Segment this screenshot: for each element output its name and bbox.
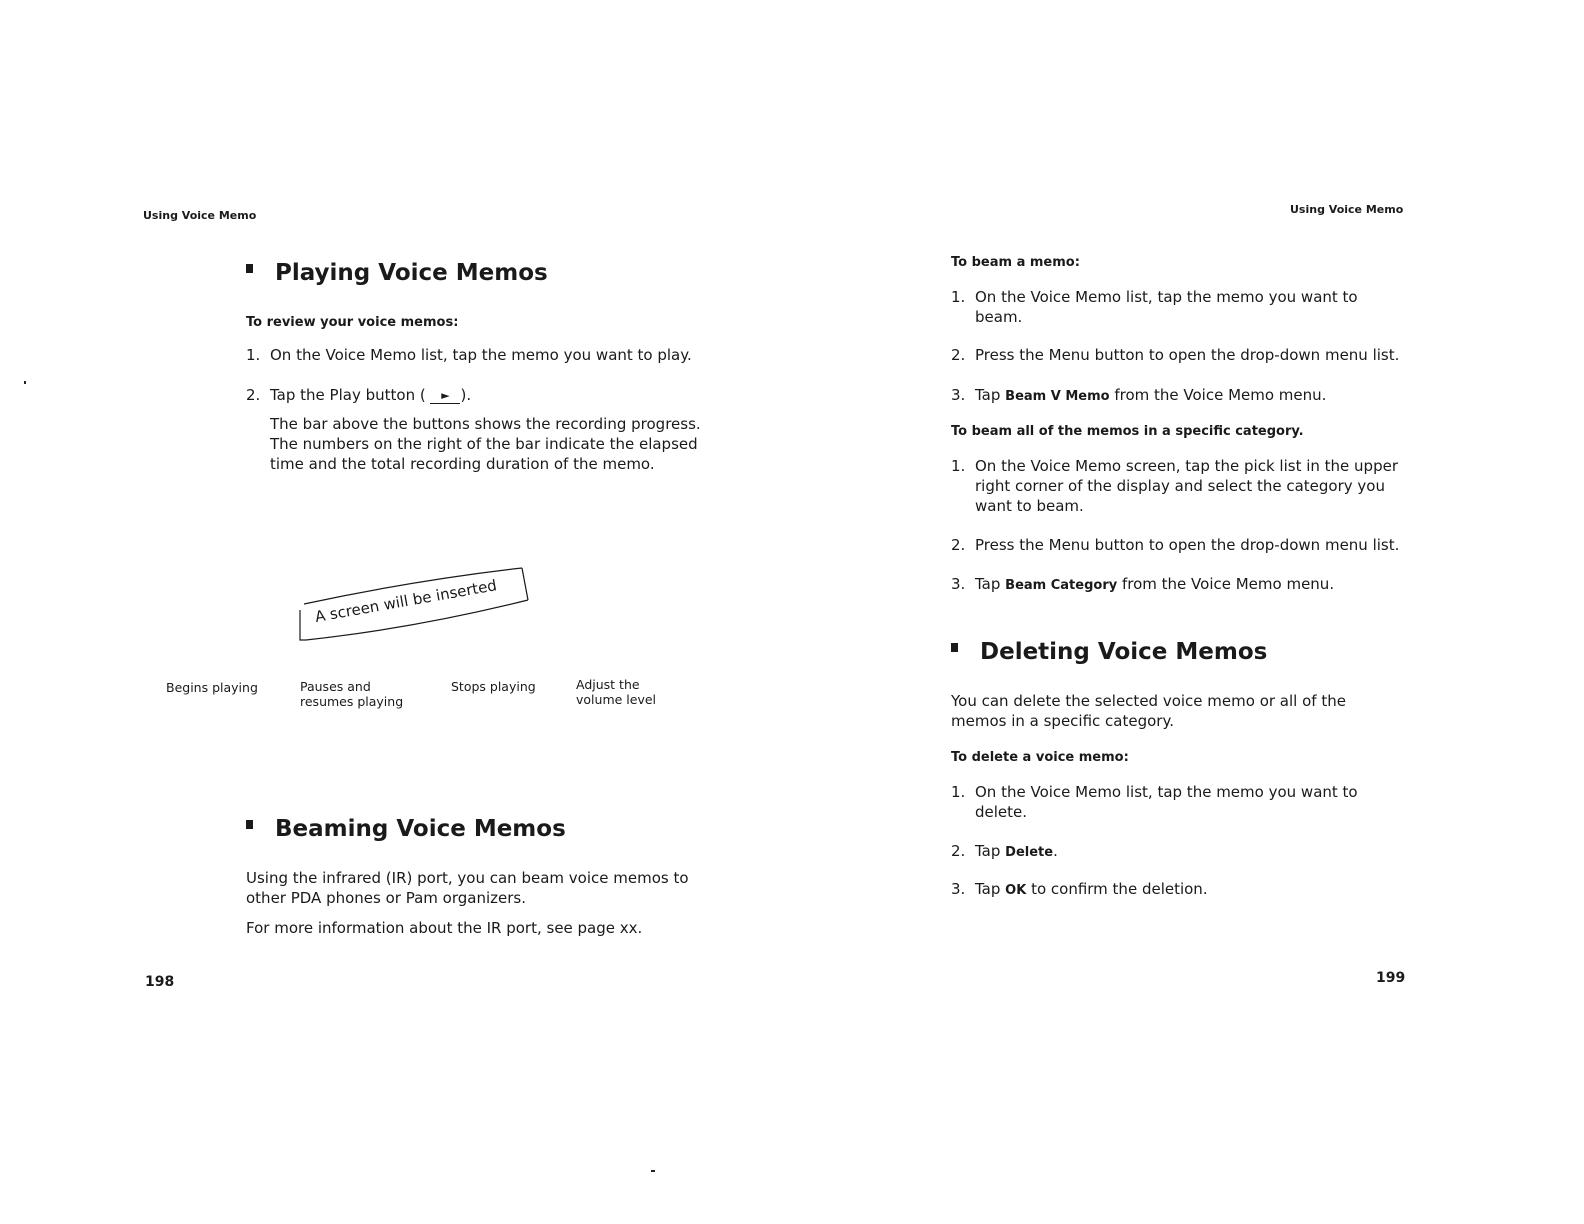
screen-placeholder — [296, 566, 532, 644]
playing-subhead: To review your voice memos: — [246, 315, 459, 330]
step-number: 3. — [951, 386, 966, 404]
playing-step-2 — [246, 385, 716, 405]
step-number: 3. — [951, 575, 966, 593]
beam-category-subhead: To beam all of the memos in a specific category. — [951, 424, 1304, 439]
beaming-para-1: Using the infrared (IR) port, you can beam voice memos to other PDA phones or Pam organizers. — [246, 869, 689, 907]
callout-begins-playing: Begins playing — [166, 680, 258, 695]
step-text-before: Tap — [975, 386, 1006, 404]
step-text: On the Voice Memo list, tap the memo you want to beam. — [975, 288, 1358, 326]
callout-pauses-resumes: Pauses and resumes playing — [300, 679, 404, 709]
placeholder-frame — [296, 566, 532, 644]
delete-step-1 — [951, 782, 1381, 822]
right-running-head: Using Voice Memo — [1290, 203, 1404, 216]
step-number: 2. — [246, 386, 261, 404]
delete-memo-subhead: To delete a voice memo: — [951, 750, 1129, 765]
left-running-head: Using Voice Memo — [143, 209, 257, 222]
playing-note: The bar above the buttons shows the recording progress. The numbers on the right of the bar indicate the elapsed time and the total recording duration of the memo. — [270, 415, 701, 473]
callout-adjust-volume: Adjust the volume level — [576, 677, 657, 707]
step-text — [975, 574, 1421, 596]
beam-category-step-1 — [951, 456, 1411, 516]
beaming-heading — [246, 816, 566, 842]
step-text-after: from the Voice Memo menu. — [1109, 386, 1327, 404]
left-page-number: 198 — [145, 974, 175, 990]
step-text-before: Tap — [975, 880, 1006, 898]
playing-step-1 — [246, 345, 716, 365]
step-text — [975, 841, 1421, 863]
scan-speck — [24, 381, 26, 384]
step-number: 1. — [951, 783, 966, 801]
heading-bullet-icon — [246, 820, 253, 829]
step-text: Press the Menu button to open the drop-down menu list. — [975, 536, 1400, 554]
step-text-after: ). — [460, 386, 472, 404]
callout-stops-playing: Stops playing — [451, 679, 536, 694]
step-text — [975, 385, 1421, 407]
beam-memo-step-3 — [951, 385, 1421, 407]
step-text: On the Voice Memo list, tap the memo you want to delete. — [975, 783, 1358, 821]
step-number: 3. — [951, 880, 966, 898]
playing-heading-text: Playing Voice Memos — [275, 260, 548, 286]
menu-command-beam-category: Beam Category — [1005, 578, 1118, 593]
beam-category-step-3 — [951, 574, 1421, 596]
step-number: 2. — [951, 842, 966, 860]
play-icon: ► — [430, 389, 460, 404]
delete-step-2 — [951, 841, 1421, 863]
step-text — [975, 879, 1421, 901]
menu-command-beam-v-memo: Beam V Memo — [1005, 389, 1110, 404]
beaming-heading-text: Beaming Voice Memos — [275, 816, 566, 842]
menu-command-delete: Delete — [1005, 845, 1054, 860]
step-text-after: from the Voice Memo menu. — [1117, 575, 1335, 593]
delete-step-3 — [951, 879, 1421, 901]
placeholder-text: A screen will be inserted — [313, 576, 499, 626]
deleting-heading-text: Deleting Voice Memos — [980, 639, 1268, 665]
beam-category-step-2 — [951, 535, 1421, 555]
step-text-before: Tap — [975, 842, 1006, 860]
step-text-after: to confirm the deletion. — [1026, 880, 1208, 898]
right-page-number: 199 — [1376, 970, 1406, 986]
button-ok: OK — [1005, 883, 1027, 898]
heading-bullet-icon — [951, 643, 958, 652]
step-number: 2. — [951, 536, 966, 554]
beam-memo-step-2 — [951, 345, 1421, 365]
step-text: On the Voice Memo list, tap the memo you want to play. — [270, 346, 692, 364]
step-number: 2. — [951, 346, 966, 364]
playing-heading — [246, 260, 548, 286]
step-text-before: Tap — [975, 575, 1006, 593]
step-text-before: Tap the Play button ( — [270, 386, 426, 404]
step-text: Press the Menu button to open the drop-down menu list. — [975, 346, 1400, 364]
deleting-heading — [951, 639, 1267, 665]
step-number: 1. — [951, 457, 966, 475]
beaming-para-2: For more information about the IR port, see page xx. — [246, 919, 643, 937]
step-text-after: . — [1053, 842, 1058, 860]
beam-memo-subhead: To beam a memo: — [951, 255, 1080, 270]
step-text: On the Voice Memo screen, tap the pick list in the upper right corner of the display and select the category you want to beam. — [975, 457, 1398, 515]
step-number: 1. — [951, 288, 966, 306]
heading-bullet-icon — [246, 264, 253, 273]
step-number: 1. — [246, 346, 261, 364]
deleting-intro: You can delete the selected voice memo or all of the memos in a specific category. — [951, 692, 1346, 730]
step-text — [270, 385, 716, 405]
beam-memo-step-1 — [951, 287, 1381, 327]
scan-speck — [651, 1170, 655, 1172]
